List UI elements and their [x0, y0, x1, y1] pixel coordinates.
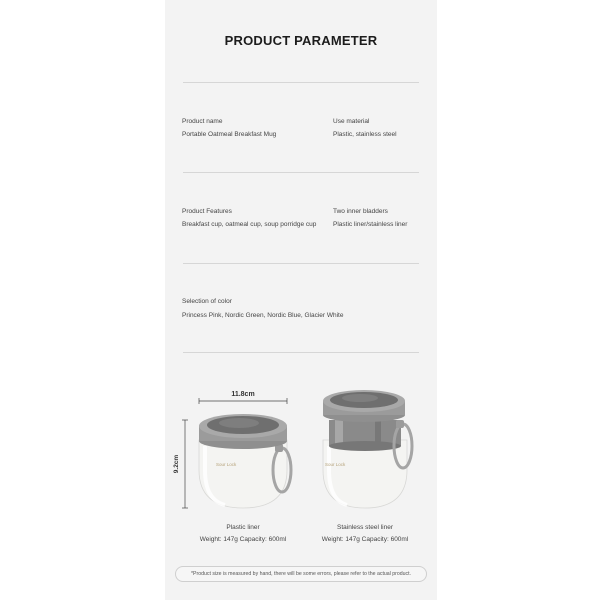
- product-name-label: Product name: [182, 118, 223, 125]
- cup-steel-liner: [323, 390, 412, 508]
- product-1-name: Plastic liner: [226, 524, 260, 531]
- width-label: 11.8cm: [231, 391, 255, 398]
- product-name-value: Portable Oatmeal Breakfast Mug: [182, 131, 277, 138]
- cup-plastic-liner: [199, 414, 291, 508]
- page-title: PRODUCT PARAMETER: [224, 33, 378, 48]
- brand-label: Sour Lock: [325, 462, 346, 467]
- height-dimension-line: [182, 420, 188, 508]
- parameter-panel: [165, 0, 437, 600]
- material-label: Use material: [333, 118, 370, 125]
- product-2-spec: Weight: 147g Capacity: 600ml: [321, 536, 409, 543]
- product-1-spec: Weight: 147g Capacity: 600ml: [199, 536, 287, 543]
- bladders-value: Plastic liner/stainless liner: [333, 221, 408, 228]
- features-value: Breakfast cup, oatmeal cup, soup porridge cup: [182, 221, 317, 228]
- brand-label: Sour Lock: [216, 462, 237, 467]
- product-2-name: Stainless steel liner: [337, 524, 393, 531]
- color-value: Princess Pink, Nordic Green, Nordic Blue, Glacier White: [182, 312, 344, 319]
- features-label: Product Features: [182, 208, 232, 215]
- footnote-disclaimer: *Product size is measured by hand, there will be some errors, please refer to the actual product.: [175, 566, 427, 582]
- bladders-label: Two inner bladders: [333, 208, 388, 215]
- material-value: Plastic, stainless steel: [333, 131, 397, 138]
- product-illustration: [165, 0, 437, 600]
- width-dimension-line: [199, 398, 287, 404]
- color-label: Selection of color: [182, 298, 232, 305]
- height-label: 9.2cm: [173, 454, 180, 474]
